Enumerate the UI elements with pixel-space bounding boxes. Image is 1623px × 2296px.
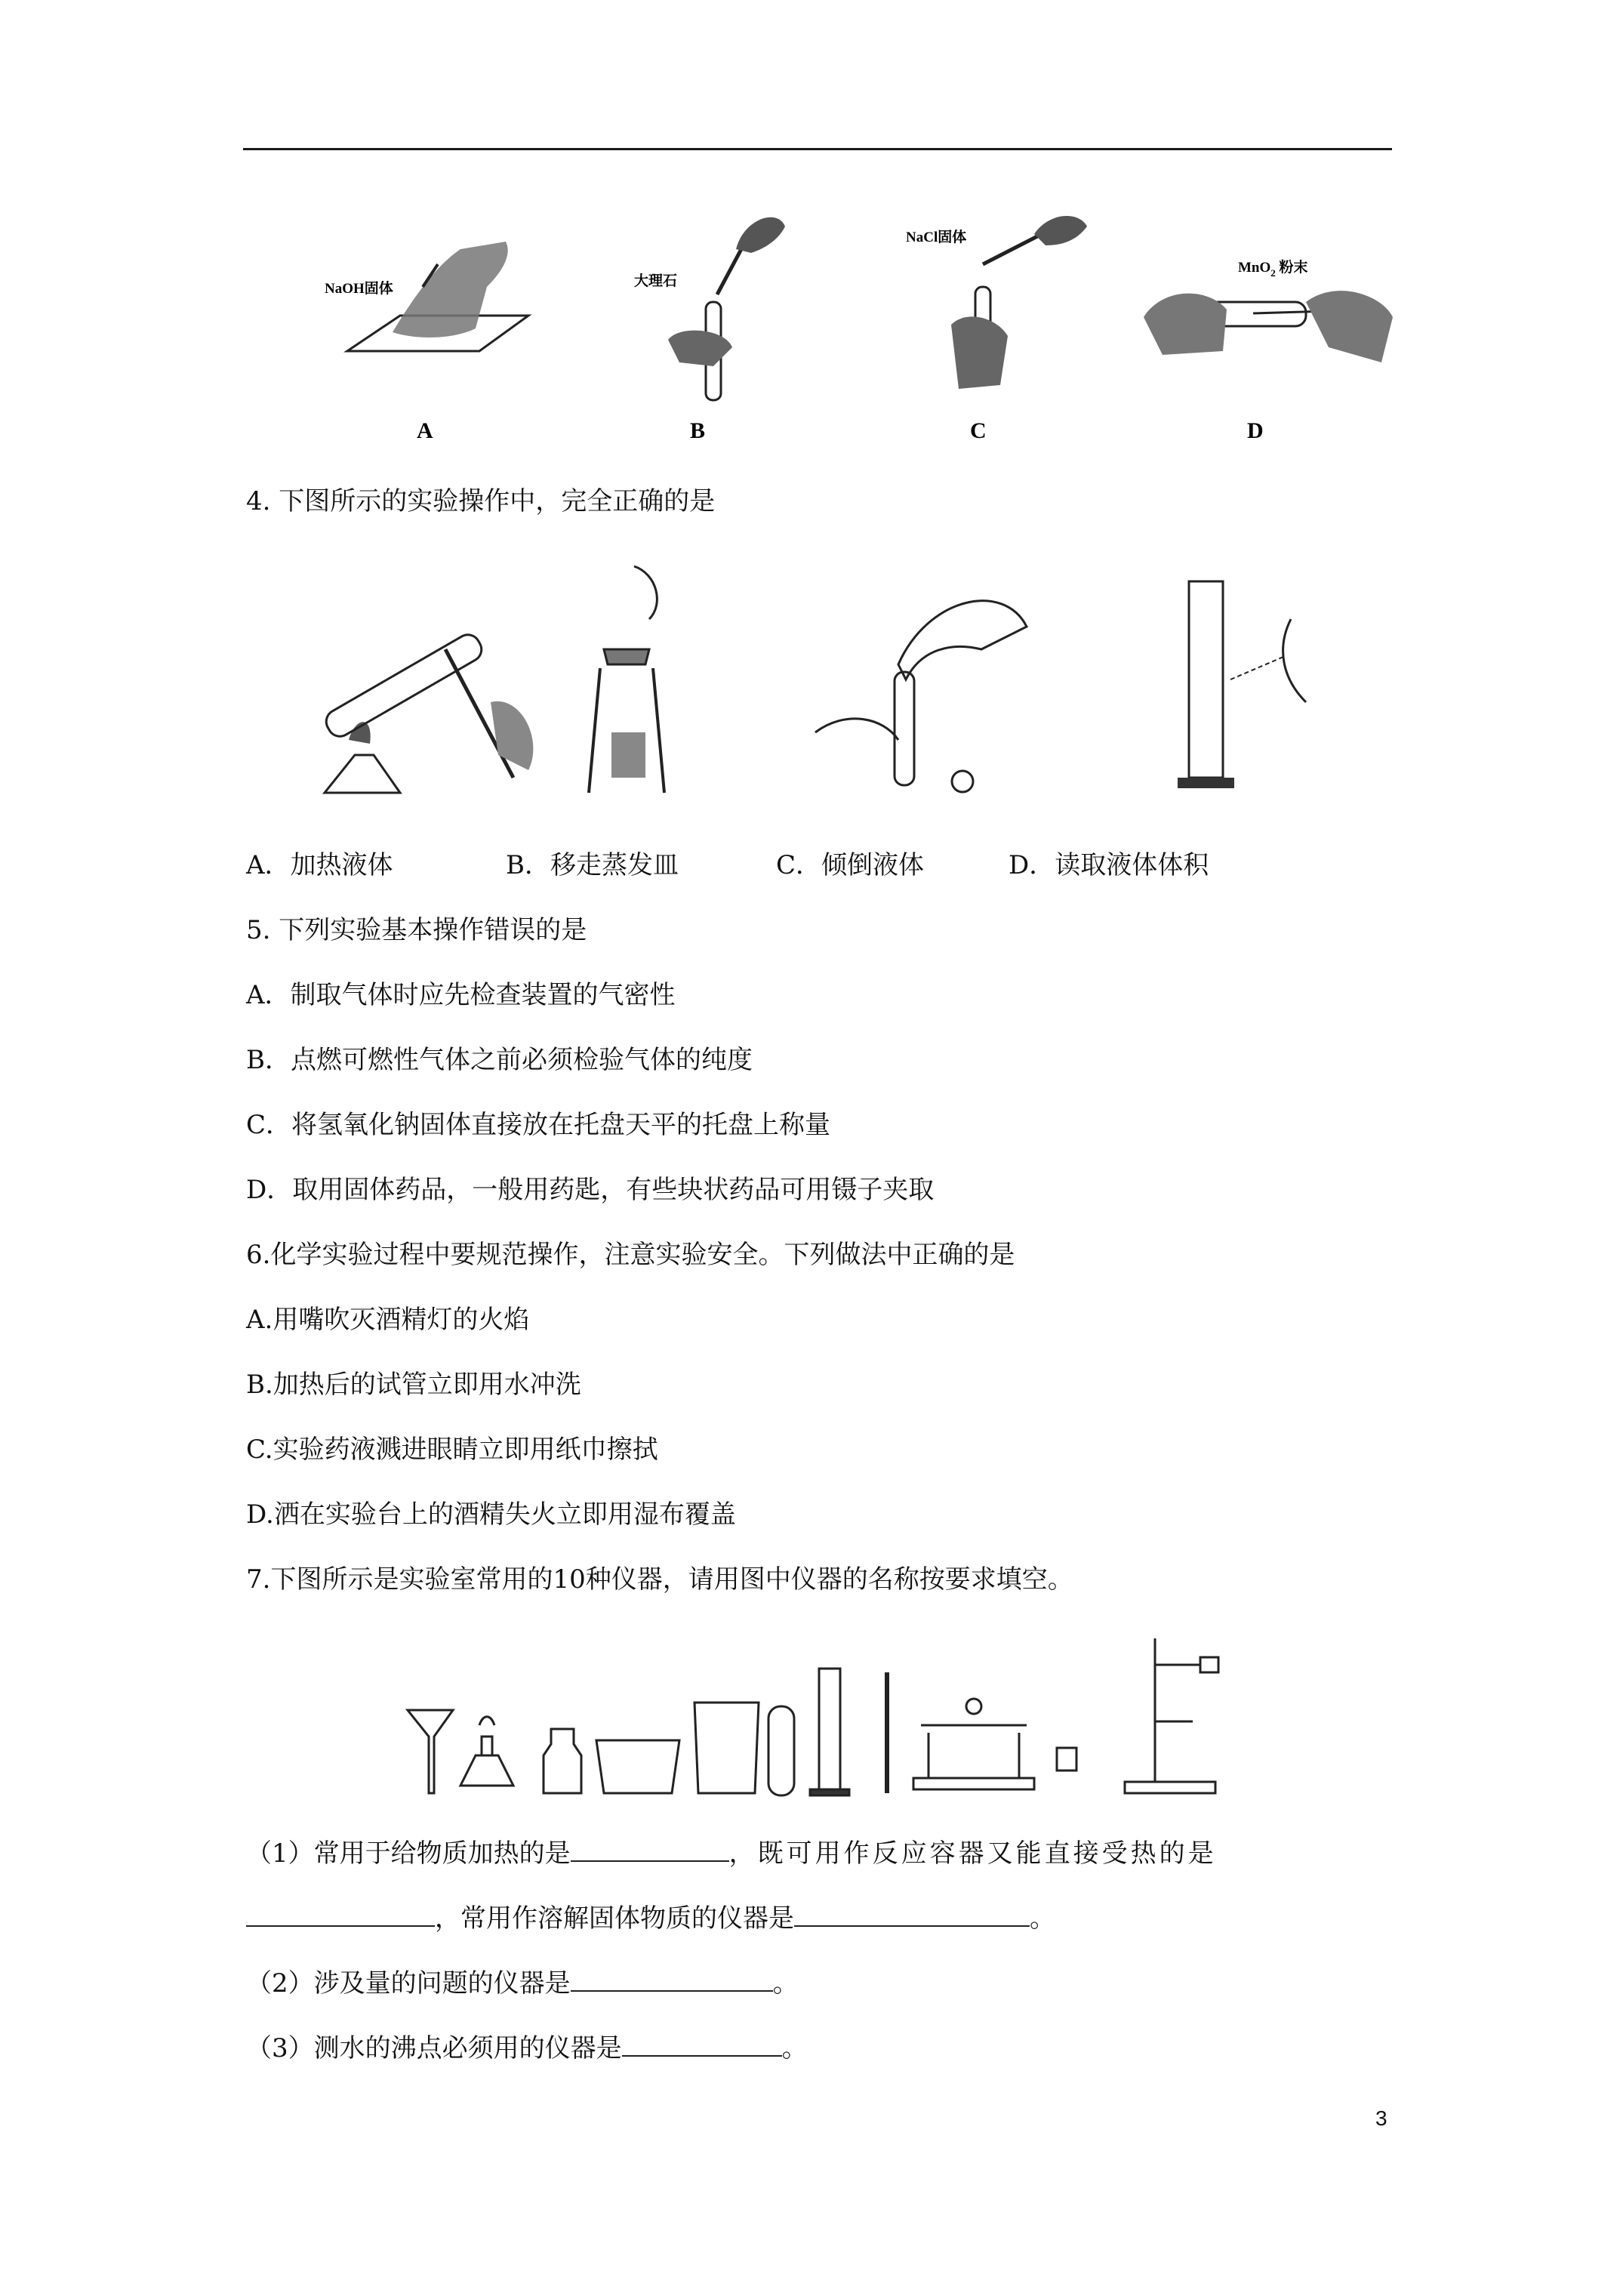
figure-a-naoh-on-paper [325,242,528,351]
q7-blank-heating[interactable] [571,1835,729,1862]
label-marble: 大理石 [634,273,678,289]
beaker-large-icon [694,1703,759,1793]
q6-option-b: B.加热后的试管立即用水冲洗 [246,1370,581,1400]
q7-part2-end: 。 [772,1968,799,1999]
iron-stand-icon [1125,1638,1215,1793]
q5-option-b: B．点燃可燃性气体之前必须检验气体的纯度 [246,1045,753,1075]
q4-option-b: B．移走蒸发皿 [506,850,679,880]
q7-part3-end: 。 [781,2033,808,2063]
q7-part3 [246,2029,808,2065]
header-rule [243,148,1392,150]
q6-option-c: C.实验药液溅进眼睛立即用纸巾擦拭 [246,1435,658,1465]
q5-option-c: C．将氢氧化钠固体直接放在托盘天平的托盘上称量 [246,1110,831,1140]
q7-part1-line1 [246,1835,1217,1870]
q6-option-a: A.用嘴吹灭酒精灯的火焰 [246,1305,530,1335]
q7-part2-prompt: （2）涉及量的问题的仪器是 [246,1968,571,1999]
q5-stem: 5. 下列实验基本操作错误的是 [246,915,587,945]
alcohol-lamp-icon [460,1737,513,1786]
caption-c: C [970,418,987,443]
label-nacl: NaCl固体 [906,230,967,245]
q4-img-evaporating-dish [589,566,664,793]
figure-c-nacl-into-tube [906,216,1087,389]
label-mno2: MnO$_2$ 粉末 [1238,260,1308,279]
q4-stem: 4. 下图所示的实验操作中，完全正确的是 [246,486,716,516]
caption-d: D [1247,418,1264,443]
caption-a: A [417,418,433,443]
figure-q4-operations [302,551,1344,808]
funnel-icon [408,1710,453,1793]
q5-option-a: A．制取气体时应先检查装置的气密性 [246,980,676,1010]
q7-part1-end: 。 [1030,1903,1055,1934]
q7-part2 [246,1965,799,2000]
figure-b-marble-into-tube [634,217,785,400]
q7-blank-reaction-vessel[interactable] [246,1900,435,1927]
beaker-small-icon [596,1740,679,1793]
q4-option-c: C．倾倒液体 [776,850,925,880]
q7-blank-dissolving[interactable] [794,1900,1030,1927]
q4-img-heating-liquid [322,630,533,793]
q7-part3-prompt: （3）测水的沸点必须用的仪器是 [246,2033,622,2063]
q5-option-d: D．取用固体药品，一般用药匙，有些块状药品可用镊子夹取 [246,1175,935,1205]
reagent-bottle-icon [544,1729,581,1793]
q4-img-pouring-liquid [815,601,1027,792]
q7-part1-prompt-a: （1）常用于给物质加热的是 [246,1838,571,1869]
test-tube-icon [768,1706,794,1795]
q4-img-reading-cylinder [1178,581,1306,788]
figure-q7-instruments [400,1623,1238,1797]
q7-stem: 7.下图所示是实验室常用的10种仪器，请用图中仪器的名称按要求填空。 [246,1564,1073,1595]
balance-icon [913,1725,1034,1789]
q6-stem: 6.化学实验过程中要规范操作，注意实验安全。下列做法中正确的是 [246,1240,1015,1270]
q7-blank-boiling-point[interactable] [622,2029,782,2057]
q7-part1-prompt-c: ，常用作溶解固体物质的仪器是 [435,1903,794,1934]
label-naoh: NaOH固体 [325,281,393,297]
q4-option-d: D．读取液体体积 [1009,850,1209,880]
page-number: 3 [1375,2106,1387,2130]
q4-option-a: A．加热液体 [246,850,393,880]
q7-part1-line2 [246,1900,1055,1935]
q7-part1-prompt-b: ，既可用作反应容器又能直接受热的是 [728,1838,1217,1869]
figure-solid-handling [325,204,1397,445]
q6-option-d: D.洒在实验台上的酒精失火立即用湿布覆盖 [246,1499,736,1530]
figure-d-mno2-into-tube [1144,258,1393,362]
q7-blank-measurement[interactable] [571,1965,773,1992]
caption-b: B [690,418,706,443]
measuring-cylinder-icon [819,1669,840,1789]
